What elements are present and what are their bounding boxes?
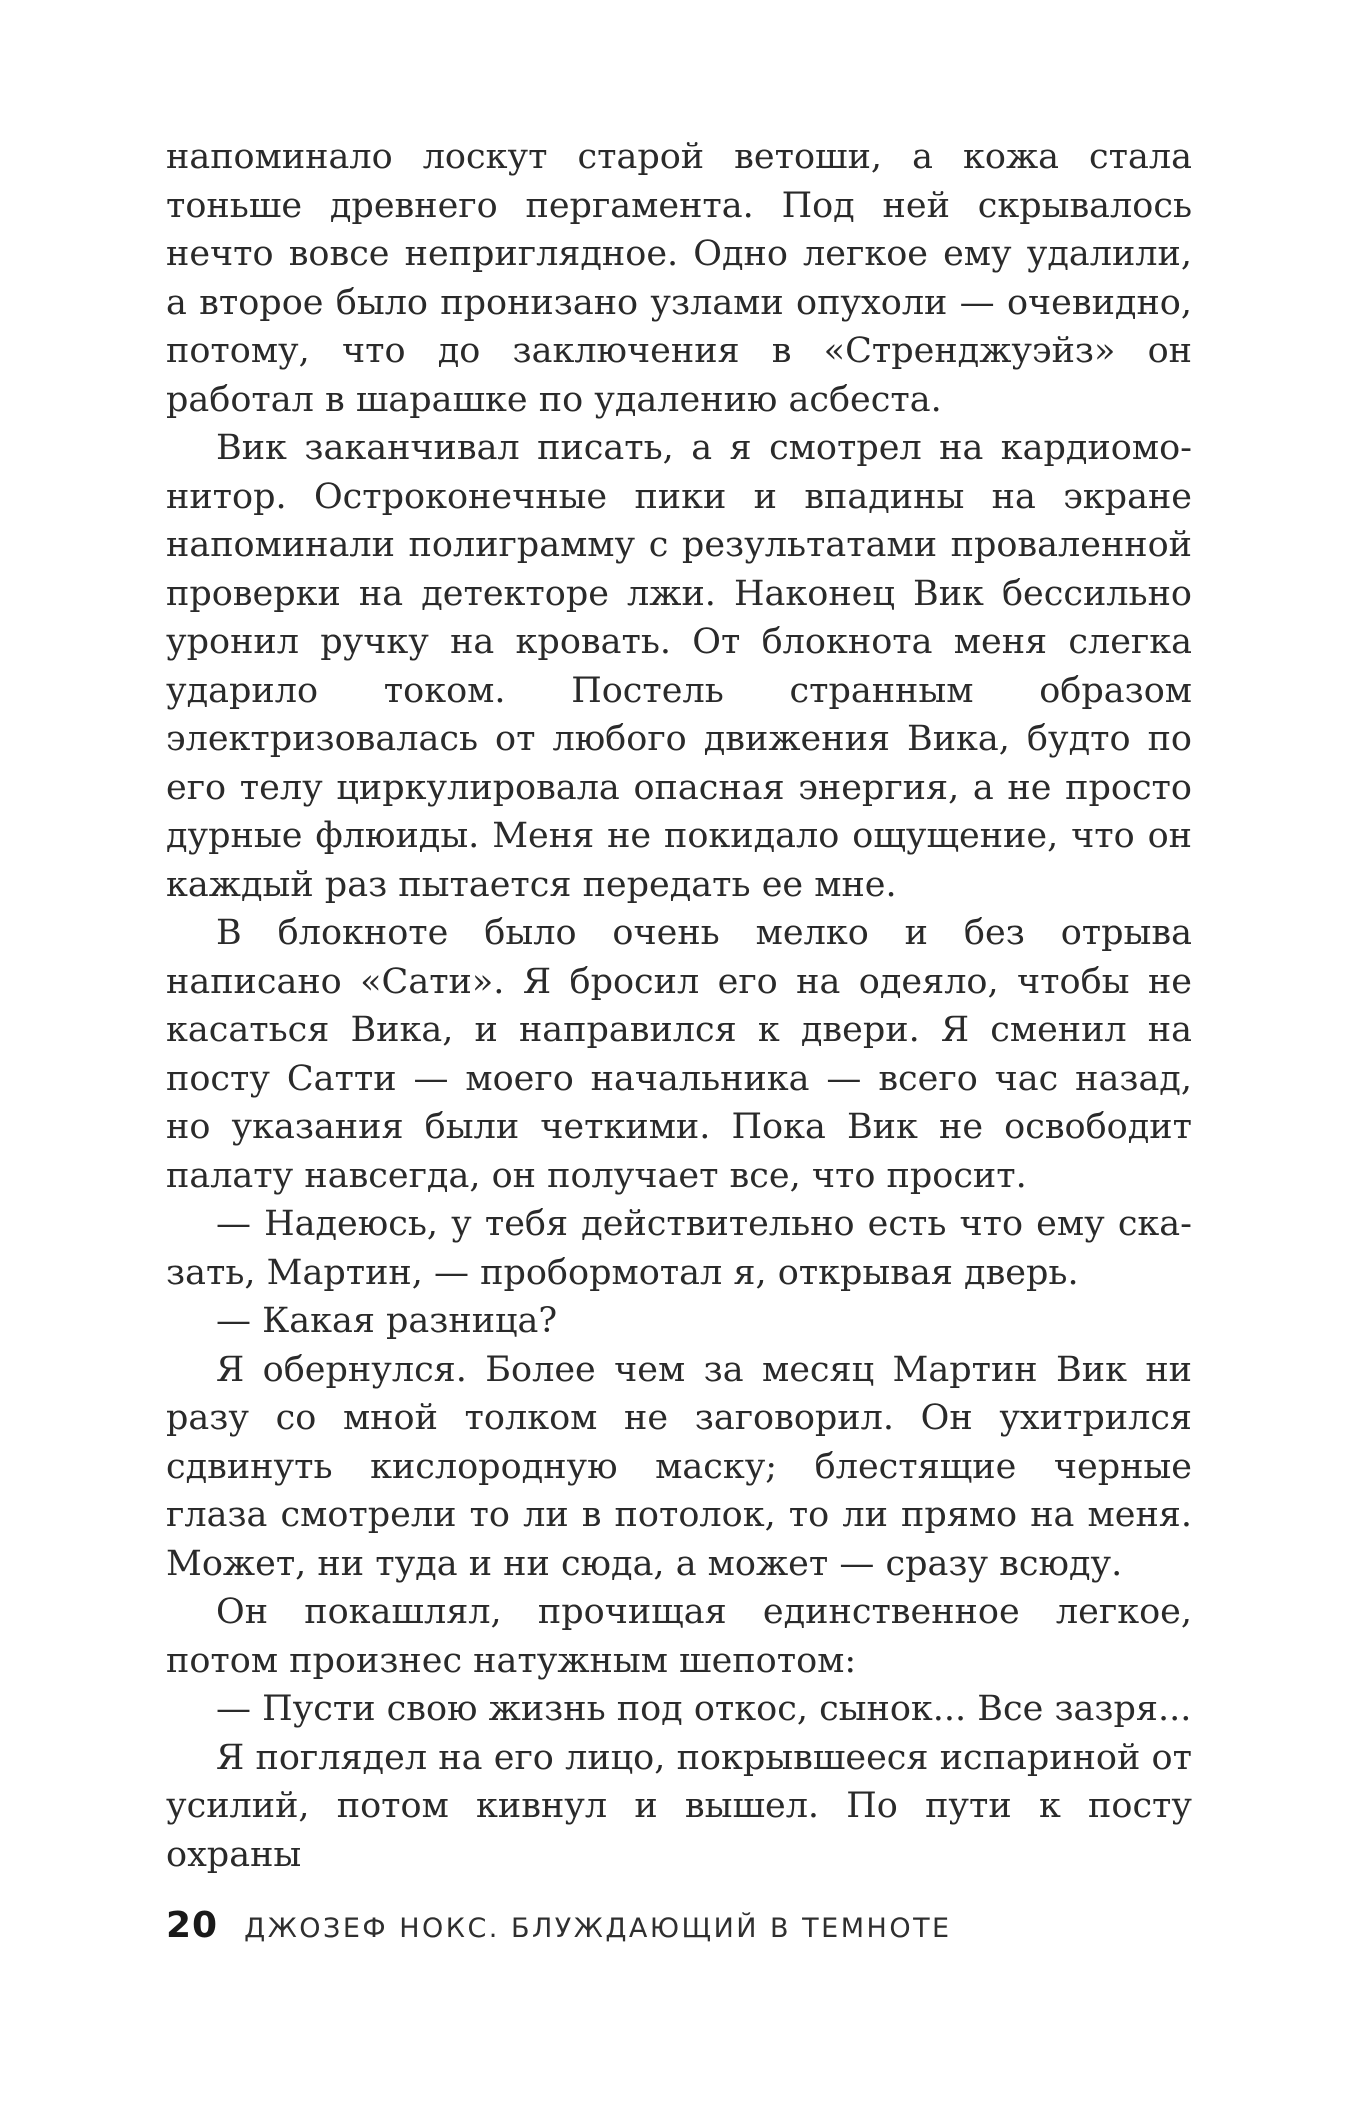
paragraph: Я обернулся. Более чем за месяц Мартин Вик ни разу со мной толком не заговорил. Он ухитрился сдвинуть кислородную маску; блестящие черные глаза смотрели то ли в потолок, то ли прямо на меня. Может, ни туда и ни сюда, а может — сразу всюду. [166,1349,1192,1584]
paragraph: Вик заканчивал писать, а я смотрел на кардиомонитор. Остроконечные пики и впадины на экране напоминали полиграмму с результатами проваленной проверки на детекторе лжи. Наконец Вик бессильно уронил ручку на кровать. От блокнота меня слегка ударило током. Постель странным образом электризовалась от любого движения Вика, будто по его телу циркулировала опасная энергия, а не просто дурные флюиды. Меня не покидало ощущение, что он каждый раз пытается передать ее мне. [166,428,1192,905]
dialogue-line: — Надеюсь, у тебя действительно есть что ему сказать, Мартин, — пробормотал я, открывая дверь. [166,1204,1192,1293]
body-text [166,133,1192,1879]
paragraph-continued: напоминало лоскут старой ветоши, а кожа стала тоньше древнего пергамента. Под ней скрывалось нечто вовсе неприглядное. Одно легкое ему удалили, а второе было пронизано узлами опухоли — очевидно, потому, что до заключения в «Стренджуэйз» он работал в шарашке по удалению асбеста. [166,137,1192,420]
dialogue-line: — Пусти свою жизнь под откос, сынок... Все зазря... [216,1689,1192,1729]
page-number: 20 [166,1905,219,1946]
paragraph: В блокноте было очень мелко и без отрыва написано «Сати». Я бросил его на одеяло, чтобы не касаться Вика, и направился к двери. Я сменил на посту Сатти — моего начальника — всего час назад, но указания были четкими. Пока Вик не освободит палату навсегда, он получает все, что просит. [166,913,1192,1196]
running-title: ДЖОЗЕФ НОКС. БЛУЖДАЮЩИЙ В ТЕМНОТЕ [244,1913,952,1944]
paragraph: Я поглядел на его лицо, покрывшееся испариной от усилий, потом кивнул и вышел. По пути к посту охраны [166,1737,1192,1875]
dialogue-line: — Какая разница? [216,1301,558,1341]
paragraph: Он покашлял, прочищая единственное легкое, потом произнес натужным шепотом: [166,1592,1192,1681]
page-footer [166,1905,952,1955]
